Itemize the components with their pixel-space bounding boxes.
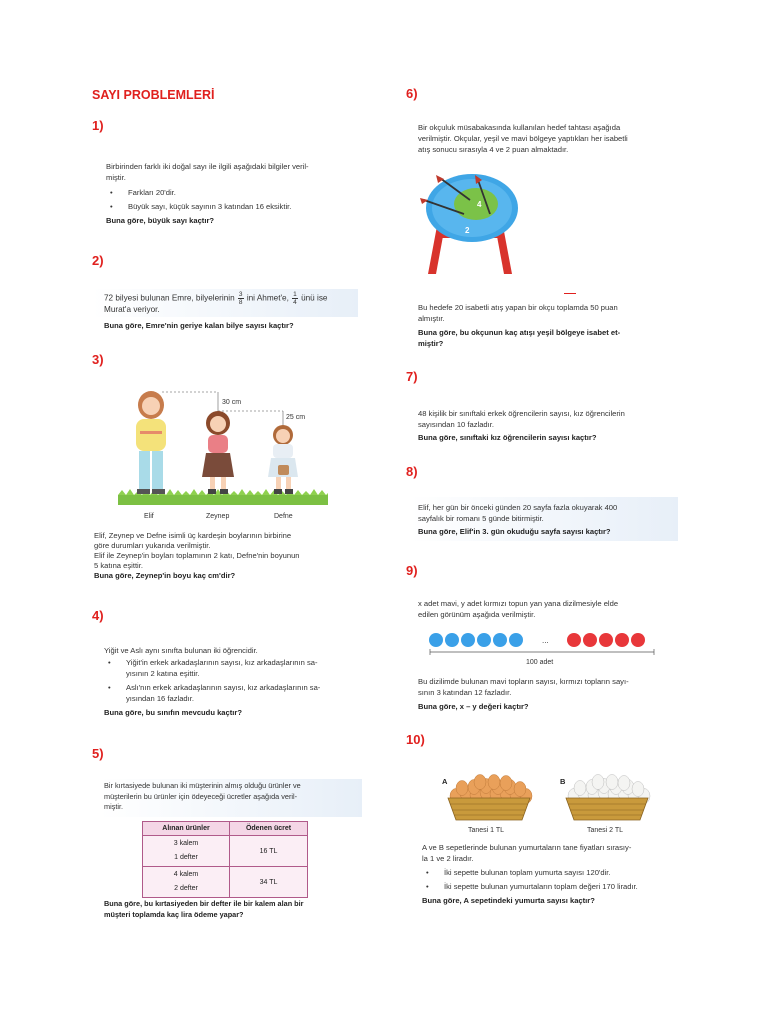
problem-1-bullet: • Büyük sayı, küçük sayının 3 katından 16 eksiktir. bbox=[118, 201, 366, 212]
red-ball bbox=[599, 633, 613, 647]
problem-4-number: 4) bbox=[92, 608, 104, 623]
problem-8-question: Buna göre, Elif'in 3. gün okuduğu sayfa sayısı kaçtır? bbox=[418, 527, 611, 536]
problem-4-text bbox=[104, 645, 369, 718]
problem-3-text bbox=[94, 531, 369, 581]
basket-b-label: B bbox=[560, 777, 566, 786]
problem-9-line: sının 3 katından 12 fazladır. bbox=[418, 688, 512, 697]
problem-9-text-2 bbox=[418, 676, 683, 712]
problem-6-question: Buna göre, bu okçunun kaç atışı yeşil bölgeye isabet et- bbox=[418, 328, 621, 337]
table-cell-price: 34 TL bbox=[230, 867, 308, 898]
table-cell-item: 4 kalem bbox=[173, 871, 199, 878]
problem-7-line: sayısından 10 fazladır. bbox=[418, 420, 494, 429]
table-cell-item: 1 defter bbox=[174, 854, 198, 861]
blue-ball bbox=[477, 633, 491, 647]
problem-5-number: 5) bbox=[92, 746, 104, 761]
name-elif: Elif bbox=[144, 513, 154, 520]
blue-zone-label: 2 bbox=[465, 226, 470, 235]
basket-b bbox=[566, 798, 648, 820]
problem-8-text bbox=[418, 502, 680, 537]
egg-baskets-illustration bbox=[440, 774, 660, 838]
table-row bbox=[143, 867, 308, 898]
egg bbox=[488, 775, 500, 790]
problem-9-line: edilen görünüm aşağıda verilmiştir. bbox=[418, 610, 536, 619]
problem-10-bullet: • İki sepette bulunan toplam yumurta sayısı 120'dir. bbox=[434, 867, 684, 878]
blue-ball bbox=[445, 633, 459, 647]
basket-a-label: A bbox=[442, 777, 448, 786]
problem-1-intro: Birbirinden farklı iki doğal sayı ile ilgili aşağıdaki bilgiler veril- bbox=[106, 162, 309, 171]
problem-6-text-2 bbox=[418, 302, 683, 349]
problem-6-line: Bu hedefe 20 isabetli atış yapan bir okçu toplamda 50 puan bbox=[418, 303, 618, 312]
problem-9-line: Bu dizilimde bulunan mavi topların sayısı, kırmızı topların sayı- bbox=[418, 677, 629, 686]
problem-2-text-b: ini Ahmet'e, bbox=[246, 293, 289, 303]
problem-2-text-c: ünü ise bbox=[301, 293, 328, 303]
problem-6-line: verilmiştir. Okçular, yeşil ve mavi bölgeye yaptıkları her isabetli bbox=[418, 134, 628, 143]
problem-10-number: 10) bbox=[406, 732, 425, 747]
ball-count-label: 100 adet bbox=[526, 659, 554, 666]
zeynep-figure bbox=[202, 411, 234, 494]
problem-3-line: 5 katına eşittir. bbox=[94, 561, 143, 570]
problem-8-number: 8) bbox=[406, 464, 418, 479]
siblings-height-illustration bbox=[118, 385, 328, 525]
page-title: SAYI PROBLEMLERİ bbox=[92, 88, 215, 102]
problem-10-line: A ve B sepetlerinde bulunan yumurtaların tane fiyatları sırasıy- bbox=[422, 843, 632, 852]
problem-6-line: Bir okçuluk müsabakasında kullanılan hedef tahtası aşağıda bbox=[418, 123, 621, 132]
problem-4-intro: Yiğit ve Aslı aynı sınıfta bulunan iki öğrencidir. bbox=[104, 646, 258, 655]
problem-1-question: Buna göre, büyük sayı kaçtır? bbox=[106, 216, 215, 225]
problem-9-text bbox=[418, 598, 683, 620]
problem-3-line: Elif, Zeynep ve Defne isimli üç kardeşin boylarının birbirine bbox=[94, 531, 292, 540]
problem-1-bullet: • Farkları 20'dir. bbox=[118, 187, 366, 198]
ellipsis: ... bbox=[542, 636, 549, 645]
blue-ball bbox=[461, 633, 475, 647]
problem-5-line: miştir. bbox=[104, 802, 124, 811]
problem-7-number: 7) bbox=[406, 369, 418, 384]
problem-10-question: Buna göre, A sepetindeki yumurta sayısı kaçtır? bbox=[422, 896, 595, 905]
blue-ball bbox=[493, 633, 507, 647]
egg bbox=[618, 776, 630, 791]
green-zone-label: 4 bbox=[477, 200, 482, 209]
problem-3-line: Elif ile Zeynep'in boyları toplamının 2 katı, Defne'nin boyunun bbox=[94, 551, 300, 560]
red-ball bbox=[631, 633, 645, 647]
problem-4-question: Buna göre, bu sınıfın mevcudu kaçtır? bbox=[104, 708, 242, 717]
balls-group bbox=[429, 633, 645, 647]
blue-ball bbox=[509, 633, 523, 647]
problem-2-number: 2) bbox=[92, 253, 104, 268]
egg bbox=[632, 782, 644, 797]
egg bbox=[474, 775, 486, 790]
table-header-items: Alınan ürünler bbox=[143, 822, 230, 836]
archery-target-illustration bbox=[420, 170, 530, 278]
problem-4-bullet: • Aslı'nın erkek arkadaşlarının sayısı, kız arkadaşlarının sa- yısından 16 fazladır. bbox=[116, 682, 369, 704]
egg bbox=[606, 775, 618, 790]
table-cell-item: 3 kalem bbox=[173, 840, 199, 847]
problem-7-text bbox=[418, 408, 683, 443]
basket-a bbox=[448, 798, 530, 820]
fraction-1-4: $\frac{1}{4}$ bbox=[293, 291, 297, 306]
problem-9-line: x adet mavi, y adet kırmızı topun yan yana dizilmesiyle elde bbox=[418, 599, 619, 608]
elif-figure bbox=[136, 391, 166, 494]
name-zeynep: Zeynep bbox=[206, 513, 230, 520]
red-ball bbox=[583, 633, 597, 647]
problem-10-line: la 1 ve 2 liradır. bbox=[422, 854, 474, 863]
price-a: Tanesi 1 TL bbox=[468, 827, 505, 834]
problem-9-question: Buna göre, x – y değeri kaçtır? bbox=[418, 702, 529, 711]
problem-5-question bbox=[104, 898, 369, 920]
egg bbox=[592, 775, 604, 790]
problem-10-bullet: • İki sepette bulunan yumurtaların toplam değeri 170 liradır. bbox=[434, 881, 684, 892]
red-dash bbox=[564, 293, 576, 294]
problem-6-line: almıştır. bbox=[418, 314, 445, 323]
name-defne: Defne bbox=[274, 513, 293, 520]
problem-2-text-a: 72 bilyesi bulunan Emre, bilyelerinin bbox=[104, 293, 235, 303]
problem-6-text bbox=[418, 122, 678, 155]
problem-2-line-2: Murat'a veriyor. bbox=[104, 305, 160, 314]
problem-1-intro-2: miştir. bbox=[106, 173, 126, 182]
fraction-3-8: $\frac{3}{8}$ bbox=[238, 291, 243, 306]
problem-10-text bbox=[422, 842, 684, 906]
problem-1-text bbox=[106, 161, 366, 226]
problem-5-line: müşterilerin bu ürünler için ödeyeceği ücretler aşağıda veril- bbox=[104, 791, 298, 801]
egg bbox=[456, 781, 468, 796]
table-row bbox=[143, 836, 308, 867]
red-ball bbox=[567, 633, 581, 647]
purchase-table bbox=[142, 821, 308, 898]
table-cell-item: 2 defter bbox=[174, 885, 198, 892]
problem-5-text bbox=[104, 781, 364, 813]
problem-1-number: 1) bbox=[92, 118, 104, 133]
problem-3-question: Buna göre, Zeynep'in boyu kaç cm'dir? bbox=[94, 571, 236, 580]
problem-6-question-2: miştir? bbox=[418, 339, 444, 348]
problem-8-line: sayfalık bir romanı 5 günde bitirmiştir. bbox=[418, 514, 544, 523]
egg bbox=[514, 782, 526, 797]
table-header-price: Ödenen ücret bbox=[230, 822, 308, 836]
problem-2-text bbox=[104, 291, 364, 316]
table-cell-price: 16 TL bbox=[230, 836, 308, 867]
egg bbox=[574, 781, 586, 796]
problem-6-number: 6) bbox=[406, 86, 418, 101]
problem-9-number: 9) bbox=[406, 563, 418, 578]
defne-figure bbox=[268, 425, 298, 494]
problem-5-question-line: Buna göre, bu kırtasiyeden bir defter ile bir kalem alan bir bbox=[104, 899, 304, 908]
grass bbox=[118, 495, 328, 505]
problem-7-line: 48 kişilik bir sınıftaki erkek öğrencilerin sayısı, kız öğrencilerin bbox=[418, 409, 625, 418]
problem-4-bullet: • Yiğit'in erkek arkadaşlarının sayısı, kız arkadaşlarının sa- yısının 2 katına eşittir. bbox=[116, 657, 369, 679]
balls-row-illustration bbox=[428, 628, 668, 670]
problem-3-line: göre durumları yukarıda verilmiştir. bbox=[94, 541, 211, 550]
problem-8-line: Elif, her gün bir önceki günden 20 sayfa fazla okuyarak 400 bbox=[418, 503, 618, 512]
problem-5-line: Bir kırtasiyede bulunan iki müşterinin almış olduğu ürünler ve bbox=[104, 781, 301, 790]
red-ball bbox=[615, 633, 629, 647]
dimension-25cm: 25 cm bbox=[286, 414, 306, 421]
problem-7-question: Buna göre, sınıftaki kız öğrencilerin sayısı kaçtır? bbox=[418, 433, 597, 442]
price-b: Tanesi 2 TL bbox=[587, 827, 624, 834]
egg bbox=[500, 776, 512, 791]
problem-3-number: 3) bbox=[92, 352, 104, 367]
dimension-30cm: 30 cm bbox=[222, 399, 242, 406]
problem-6-line: atış sonucu sırasıyla 4 ve 2 puan almaktadır. bbox=[418, 145, 569, 154]
problem-2-question: Buna göre, Emre'nin geriye kalan bilye sayısı kaçtır? bbox=[104, 321, 294, 330]
blue-ball bbox=[429, 633, 443, 647]
problem-5-question-line: müşteri toplamda kaç lira ödeme yapar? bbox=[104, 910, 244, 919]
